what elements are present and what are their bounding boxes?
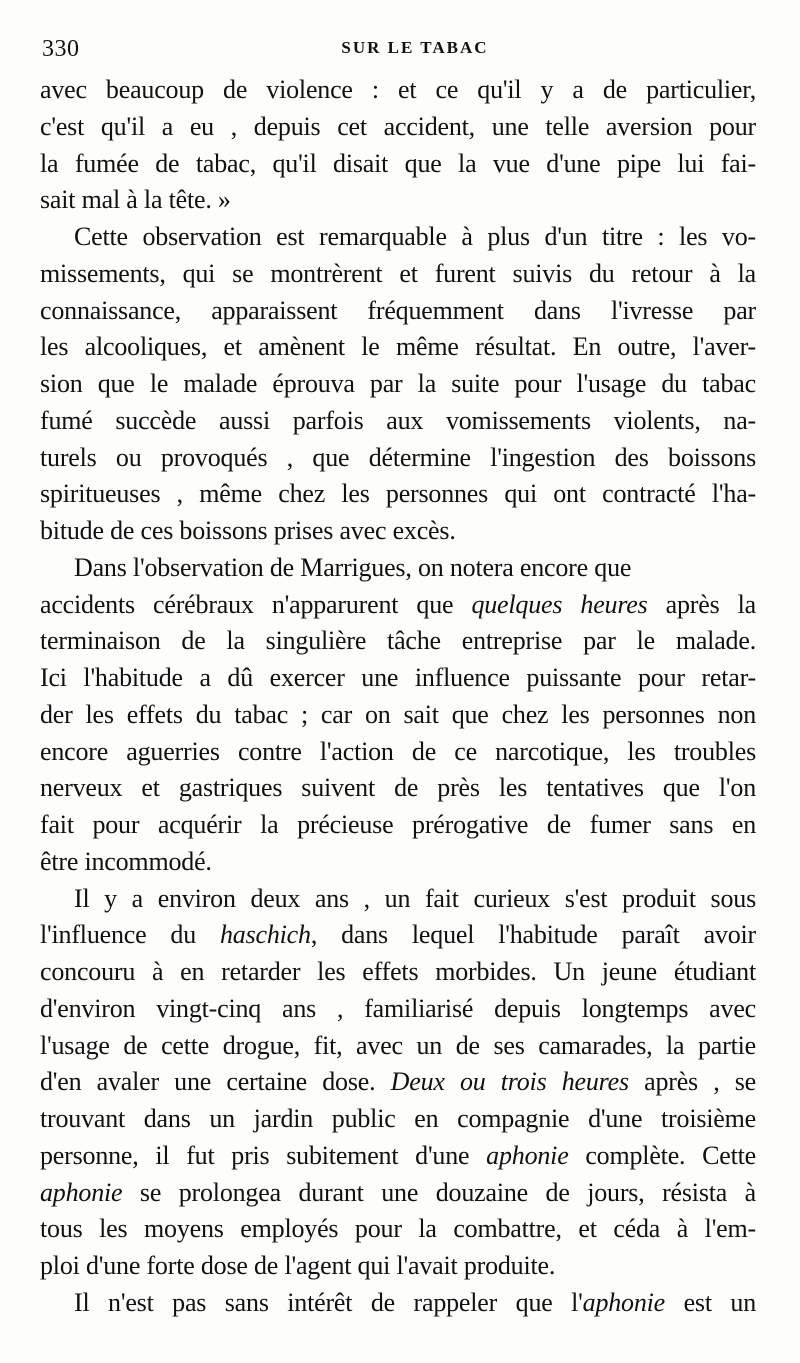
text-line: fumé succède aussi parfois aux vomissements violents, na-	[40, 405, 756, 435]
text-line: encore aguerries contre l'action de ce narcotique, les troubles	[40, 736, 756, 766]
text-line: l'usage de cette drogue, fit, avec un de ses camarades, la partie	[40, 1030, 756, 1060]
paragraph-start-line: Cette observation est remarquable à plus d'un titre : les vo-	[74, 222, 756, 251]
emphasis: aphonie	[582, 1287, 666, 1317]
text-line: missements, qui se montrèrent et furent suivis du retour à la	[40, 258, 756, 288]
text-line: l'influence du haschich, dans lequel l'habitude paraît avoir	[40, 920, 756, 950]
text-line: d'en avaler une certaine dose. Deux ou trois heures après , se	[40, 1067, 756, 1097]
text-line: tous les moyens employés pour la combattre, et céda à l'em-	[40, 1214, 756, 1244]
text-line: trouvant dans un jardin public en compagnie d'une troisième	[40, 1104, 756, 1133]
emphasis: aphonie	[486, 1140, 569, 1170]
text-line: bitude de ces boissons prises avec excès.	[40, 516, 456, 545]
emphasis: haschich	[219, 920, 311, 950]
text-line: der les effets du tabac ; car on sait que chez les personnes non	[40, 699, 756, 729]
text-line: la fumée de tabac, qu'il disait que la vue d'une pipe lui fai-	[40, 148, 756, 178]
text-line: concouru à en retarder les effets morbides. Un jeune étudiant	[40, 957, 756, 986]
text-line: aphonie se prolongea durant une douzaine de jours, résista à	[40, 1177, 756, 1207]
text-line: ploi d'une forte dose de l'agent qui l'avait produite.	[40, 1251, 556, 1280]
page-header	[40, 36, 760, 64]
text-line: spiritueuses , même chez les personnes qui ont contracté l'ha-	[40, 479, 756, 509]
text-line: accidents cérébraux n'apparurent que quelques heures après la	[40, 589, 756, 619]
text-line: sait mal à la tête. »	[40, 185, 231, 215]
emphasis: Deux ou trois heures	[390, 1067, 629, 1097]
emphasis: quelques heures	[471, 589, 648, 619]
text-line: connaissance, apparaissent fréquemment dans l'ivresse par	[40, 295, 756, 325]
text-line: sion que le malade éprouva par la suite pour l'usage du tabac	[40, 369, 756, 398]
text-line: avec beaucoup de violence : et ce qu'il y a de particulier,	[40, 75, 756, 104]
text-line: terminaison de la singulière tâche entreprise par le malade.	[40, 626, 756, 656]
emphasis: aphonie	[40, 1177, 123, 1207]
paragraph-start-line: Dans l'observation de Marrigues, on notera encore que	[74, 552, 632, 582]
text-line: nerveux et gastriques suivent de près les tentatives que l'on	[40, 773, 756, 803]
paragraph-start-line: Il y a environ deux ans , un fait curieux s'est produit sous	[74, 883, 756, 913]
page-number: 330	[42, 36, 80, 62]
text-line: les alcooliques, et amènent le même résultat. En outre, l'aver-	[40, 332, 756, 362]
text-line: personne, il fut pris subitement d'une aphonie complète. Cette	[40, 1140, 756, 1170]
text-line: turels ou provoqués , que détermine l'ingestion des boissons	[40, 442, 756, 472]
body-text	[40, 72, 756, 1322]
running-title: SUR LE TABAC	[341, 38, 489, 57]
text-line: fait pour acquérir la précieuse prérogative de fumer sans en	[40, 810, 756, 839]
text-line: c'est qu'il a eu , depuis cet accident, une telle aversion pour	[40, 111, 756, 141]
text-line: Ici l'habitude a dû exercer une influence puissante pour retar-	[40, 663, 756, 692]
text-line: d'environ vingt-cinq ans , familiarisé depuis longtemps avec	[40, 993, 756, 1023]
text-line: être incommodé.	[40, 846, 212, 876]
paragraph-start-line: Il n'est pas sans intérêt de rappeler que l'aphonie est un	[74, 1287, 756, 1317]
